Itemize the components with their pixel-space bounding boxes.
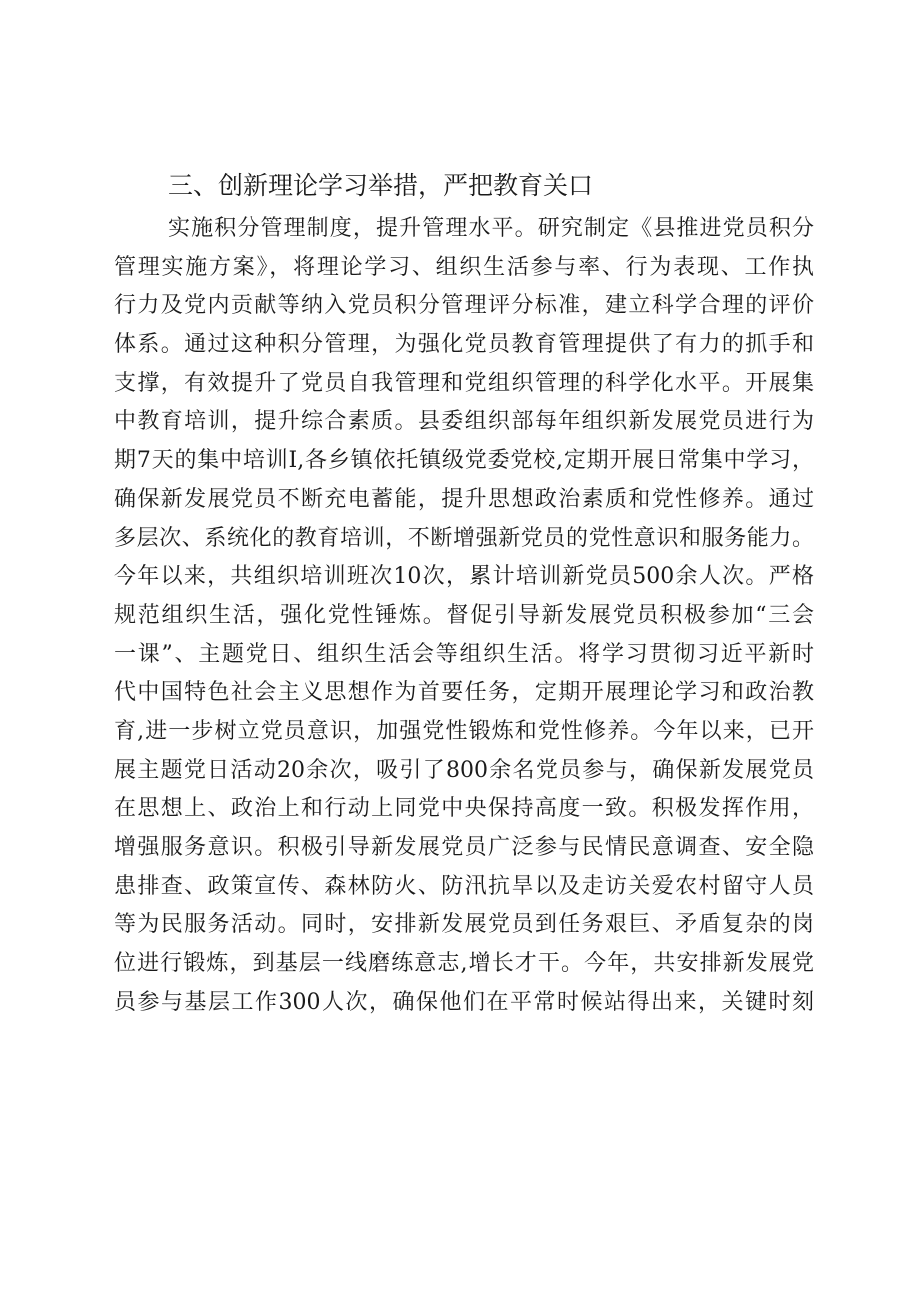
paragraph-line: 展主题党日活动20余次，吸引了800余名党员参与，确保新发展党员 (114, 757, 814, 783)
paragraph-line: 规范组织生活，强化党性锤炼。督促引导新发展党员积极参加“三会 (114, 602, 814, 628)
paragraph-line: 多层次、系统化的教育培训，不断增强新党员的党性意识和服务能力。 (114, 525, 814, 551)
paragraph-line: 中教育培训，提升综合素质。县委组织部每年组织新发展党员进行为 (114, 409, 814, 435)
paragraph-line: 育,进一步树立党员意识，加强党性锻炼和党性修养。今年以来，已开 (114, 718, 814, 744)
paragraph-line: 代中国特色社会主义思想作为首要任务，定期开展理论学习和政治教 (114, 680, 814, 706)
section-heading: 三、创新理论学习举措，严把教育关口 (168, 171, 594, 200)
paragraph-line: 今年以来，共组织培训班次10次，累计培训新党员500余人次。严格 (114, 564, 814, 590)
paragraph-line: 增强服务意识。积极引导新发展党员广泛参与民情民意调查、安全隐 (114, 835, 814, 860)
body-paragraph (114, 210, 814, 1022)
paragraph-line: 实施积分管理制度，提升管理水平。研究制定《县推进党员积分 (168, 216, 814, 241)
paragraph-line: 位进行锻炼，到基层一线磨练意志,增长才干。今年，共安排新发展党 (114, 951, 814, 977)
paragraph-line: 行力及党内贡献等纳入党员积分管理评分标准，建立科学合理的评价 (114, 293, 814, 319)
paragraph-line: 一课”、主题党日、组织生活会等组织生活。将学习贯彻习近平新时 (114, 641, 814, 667)
paragraph-line: 员参与基层工作300人次，确保他们在平常时候站得出来，关键时刻 (114, 989, 814, 1015)
paragraph-line: 支撑，有效提升了党员自我管理和党组织管理的科学化水平。开展集 (114, 370, 814, 396)
paragraph-line: 确保新发展党员不断充电蓄能，提升思想政治素质和党性修养。通过 (114, 486, 814, 512)
paragraph-line: 患排查、政策宣传、森林防火、防汛抗旱以及走访关爱农村留守人员 (114, 873, 814, 899)
paragraph-line: 等为民服务活动。同时，安排新发展党员到任务艰巨、矛盾复杂的岗 (114, 912, 814, 938)
paragraph-line: 在思想上、政治上和行动上同党中央保持高度一致。积极发挥作用， (114, 796, 814, 822)
paragraph-line: 体系。通过这种积分管理，为强化党员教育管理提供了有力的抓手和 (114, 332, 814, 358)
paragraph-line: 管理实施方案》，将理论学习、组织生活参与率、行为表现、工作执 (114, 254, 814, 280)
paragraph-line: 期7天的集中培训I,各乡镇依托镇级党委党校,定期开展日常集中学习， (114, 448, 814, 474)
